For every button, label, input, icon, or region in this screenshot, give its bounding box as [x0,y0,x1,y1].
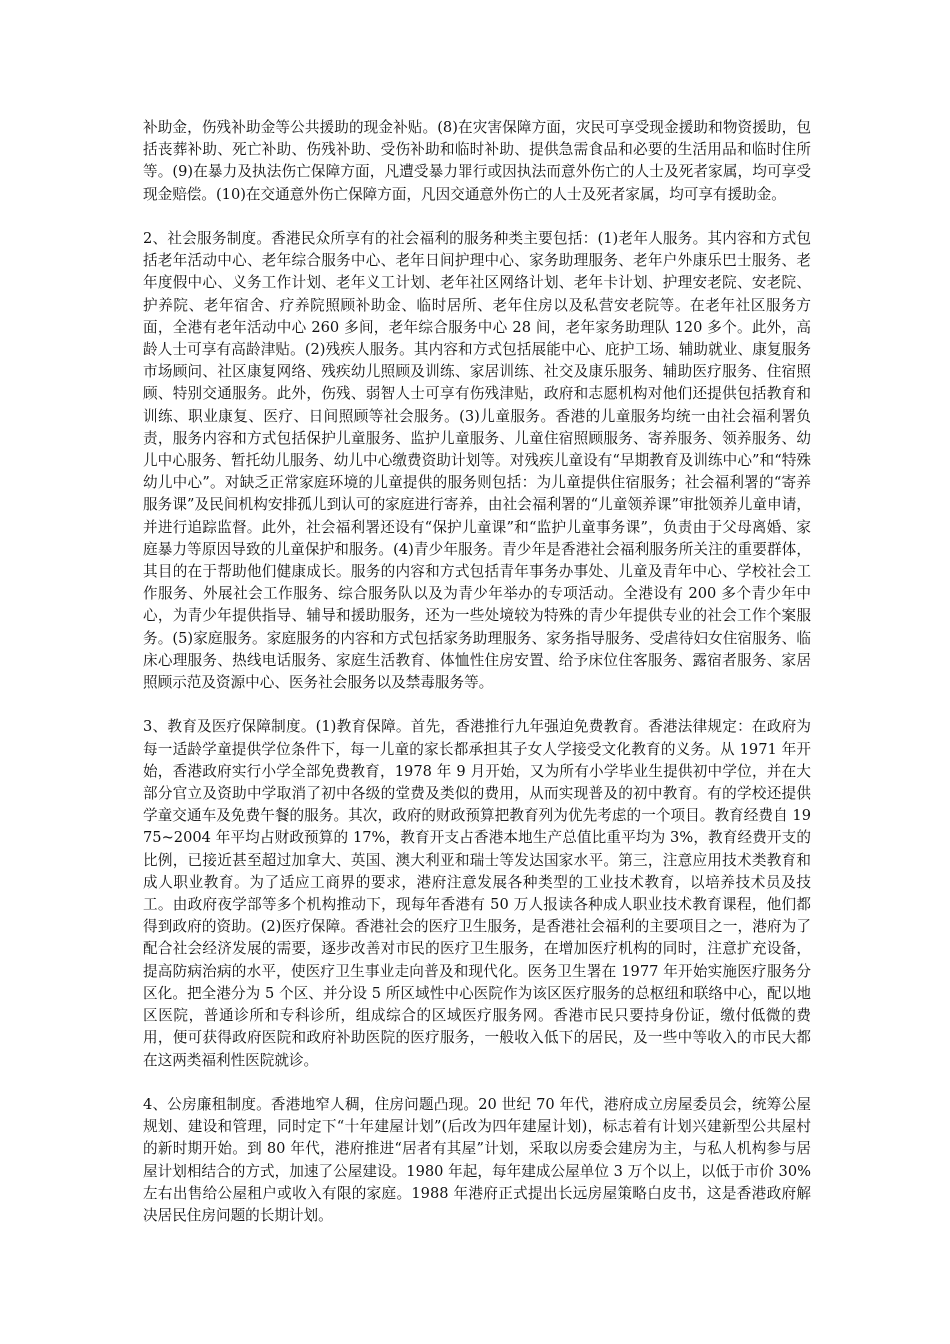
paragraph-social-services: 2、社会服务制度。香港民众所享有的社会福利的服务种类主要包括：(1)老年人服务。其内容和方式包括老年活动中心、老年综合服务中心、老年日间护理中心、家务助理服务、老年户外康乐巴士服务、老年度假中心、义务工作计划、老年义工计划、老年社区网络计划、老年卡计划、护理安老院、安老院、护养院、老年宿舍、疗养院照顾补助金、临时居所、老年住房以及私营安老院等。在老年社区服务方面，全港有老年活动中心 260 多间，老年综合服务中心 28 间，老年家务助理队 120 多个。此外，高龄人士可享有高龄津贴。(2)残疾人服务。其内容和方式包括展能中心、庇护工场、辅助就业、康复服务市场顾问、社区康复网络、残疾幼儿照顾及训练、家居训练、社交及康乐服务、辅助医疗服务、住宿照顾、特别交通服务。此外，伤残、弱智人士可享有伤残津贴，政府和志愿机构对他们还提供包括教育和训练、职业康复、医疗、日间照顾等社会服务。(3)儿童服务。香港的儿童服务均统一由社会福利署负责，服务内容和方式包括保护儿童服务、监护儿童服务、儿童住宿照顾服务、寄养服务、领养服务、幼儿中心服务、暂托幼儿服务、幼儿中心缴费资助计划等。对残疾儿童设有“早期教育及训练中心”和“特殊幼儿中心”。对缺乏正常家庭环境的儿童提供的服务则包括：为儿童提供住宿服务；社会福利署的“寄养服务课”及民间机构安排孤儿到认可的家庭进行寄养，由社会福利署的“儿童领养课”审批领养儿童申请，并进行追踪监督。此外，社会福利署还设有“保护儿童课”和“监护儿童事务课”，负责由于父母离婚、家庭暴力等原因导致的儿童保护和服务。(4)青少年服务。青少年是香港社会福利服务所关注的重要群体，其目的在于帮助他们健康成长。服务的内容和方式包括青年事务办事处、儿童及青年中心、学校社会工作服务、外展社会工作服务、综合服务队以及为青少年举办的专项活动。全港设有 200 多个青少年中心，为青少年提供指导、辅导和援助服务，还为一些处境较为特殊的青少年提供专业的社会工作个案服务。(5)家庭服务。家庭服务的内容和方式包括家务助理服务、家务指导服务、受虐待妇女住宿服务、临床心理服务、热线电话服务、家庭生活教育、体恤性住房安置、给予床位住客服务、露宿者服务、家居照顾示范及资源中心、医务社会服务以及禁毒服务等。 [143,230,811,692]
paragraph-public-housing: 4、公房廉租制度。香港地窄人稠，住房问题凸现。20 世纪 70 年代，港府成立房屋委员会，统筹公屋规划、建设和管理，同时定下“十年建屋计划”(后改为四年建屋计划)，标志着有计划兴建新型公共屋村的新时期开始。到 80 年代，港府推进“居者有其屋”计划，采取以房委会建房为主，与私人机构参与居屋计划相结合的方式，加速了公屋建设。1980 年起，每年建成公屋单位 3 万个以上，以低于市价 30%左右出售给公屋租户或收入有限的家庭。1988 年港府正式提出长远房屋策略白皮书，这是香港政府解决居民住房问题的长期计划。 [143,1095,811,1224]
paragraph-education-medical: 3、教育及医疗保障制度。(1)教育保障。首先，香港推行九年强迫免费教育。香港法律规定：在政府为每一适龄学童提供学位条件下，每一儿童的家长都承担其子女人学接受文化教育的义务。从 1971 年开始，香港政府实行小学全部免费教育，1978 年 9 月开始，又为所有小学毕业生提供初中学位，并在大部分官立及资助中学取消了初中各级的堂费及类似的费用，从而实现普及的初中教育。有的学校还提供学童交通车及免费午餐的服务。其次，政府的财政预算把教育列为优先考虑的一个项目。教育经费自 1975~2004 年平均占财政预算的 17%，教育开支占香港本地生产总值比重平均为 3%，教育经费开支的比例，已接近甚至超过加拿大、英国、澳大利亚和瑞士等发达国家水平。第三，注意应用技术类教育和成人职业教育。为了适应工商界的要求，港府注意发展各种类型的工业技术教育，以培养技术员及技工。由政府夜学部等多个机构推动下，现每年香港有 50 万人报读各种成人职业技术教育课程，他们都得到政府的资助。(2)医疗保障。香港社会的医疗卫生服务，是香港社会福利的主要项目之一，港府为了配合社会经济发展的需要，逐步改善对市民的医疗卫生服务，在增加医疗机构的同时，注意扩充设备，提高防病治病的水平，使医疗卫生事业走向普及和现代化。医务卫生署在 1977 年开始实施医疗服务分区化。把全港分为 5 个区、并分设 5 所区域性中心医院作为该区医疗服务的总枢纽和联络中心，配以地区医院，普通诊所和专科诊所，组成综合的区域医疗服务网。香港市民只要持身份证，缴付低微的费用，便可获得政府医院和政府补助医院的医疗服务，一般收入低下的居民，及一些中等收入的市民大都在这两类福利性医院就诊。 [143,718,811,1069]
paragraph-assistance-continued: 补助金，伤残补助金等公共援助的现金补贴。(8)在灾害保障方面，灾民可享受现金援助和物资援助，包括丧葬补助、死亡补助、伤残补助、受伤补助和临时补助、提供急需食品和必要的生活用品和临时住所等。(9)在暴力及执法伤亡保障方面，凡遭受暴力罪行或因执法而意外伤亡的人士及死者家属，均可享受现金赔偿。(10)在交通意外伤亡保障方面，凡因交通意外伤亡的人士及死者家属，均可享有援助金。 [143,119,811,203]
document-page [143,117,811,1249]
